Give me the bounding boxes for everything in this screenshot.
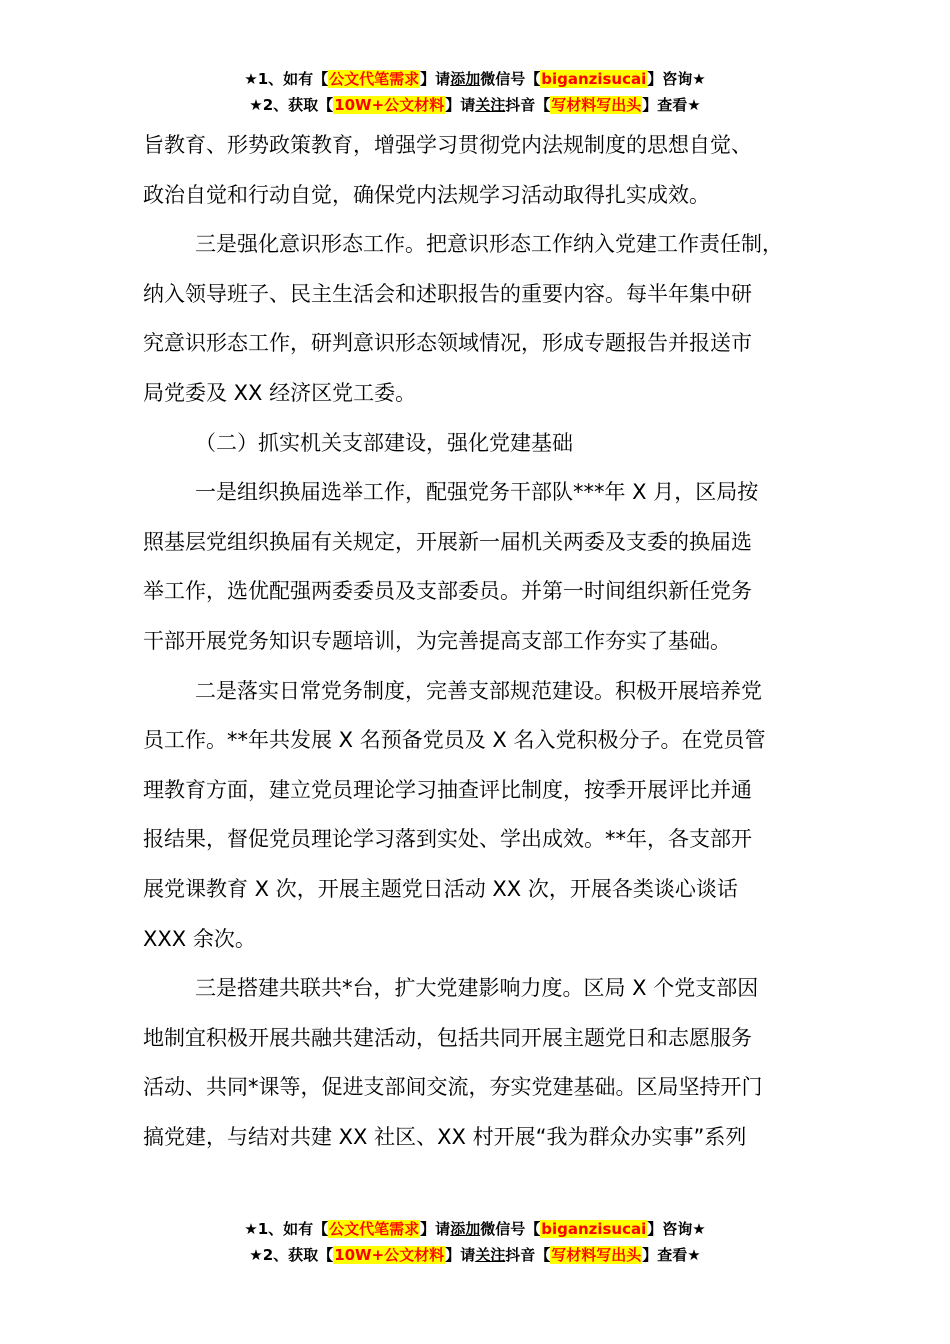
body-line: 旨教育、形势政策教育，增强学习贯彻党内法规制度的思想自觉、 [143,133,752,157]
body-line: 理教育方面，建立党员理论学习抽查评比制度，按季开展评比并通 [143,777,752,802]
body-line: 搞党建，与结对共建 XX 社区、XX 村开展“我为群众办实事”系列 [143,1124,747,1149]
banner-text: ★1、如有【 [244,70,329,88]
banner-line-2 [0,1242,950,1268]
body-line: 活动、共同*课等，促进支部间交流，夯实党建基础。区局坚持开门 [143,1075,763,1100]
section-heading: （二）抓实机关支部建设，强化党建基础 [195,430,573,455]
highlight-wechat-id: biganzisucai [541,70,647,88]
banner-line-2 [0,92,950,118]
body-line: 局党委及 XX 经济区党工委。 [143,380,417,405]
banner-text: 微信号【 [480,70,541,88]
banner-text: 】咨询★ [647,70,706,88]
highlight-wechat-id: biganzisucai [541,1220,647,1238]
body-line: 三是搭建共联共*台，扩大党建影响力度。区局 X 个党支部因 [195,976,759,1001]
highlight-douyin-account: 写材料写出头 [551,1246,642,1264]
highlight-materials: 10W+公文材料 [334,1246,445,1264]
header-banner [0,66,950,118]
body-line: 纳入领导班子、民主生活会和述职报告的重要内容。每半年集中研 [143,281,752,306]
body-line: XXX 余次。 [143,926,256,951]
banner-text: 】查看★ [642,96,701,114]
banner-text: 抖音【 [505,96,551,114]
body-line: 展党课教育 X 次，开展主题党日活动 XX 次，开展各类谈心谈话 [143,876,738,901]
banner-text: 】请 [420,1220,451,1238]
body-line: 举工作，选优配强两委委员及支部委员。并第一时间组织新任党务 [143,579,752,604]
body-line: 二是落实日常党务制度，完善支部规范建设。积极开展培养党 [195,678,762,703]
highlight-douyin-account: 写材料写出头 [551,96,642,114]
banner-text: 】请 [445,1246,476,1264]
body-line: 一是组织换届选举工作，配强党务干部队***年 X 月，区局按 [195,480,759,505]
banner-line-1 [0,66,950,92]
banner-text: 抖音【 [505,1246,551,1264]
banner-text: ★2、获取【 [249,1246,334,1264]
banner-emphasis: 关注 [475,96,506,114]
body-line: 干部开展党务知识专题培训，为完善提高支部工作夯实了基础。 [143,628,731,653]
banner-emphasis: 添加 [450,70,481,88]
document-body [143,121,818,1162]
body-line: 报结果，督促党员理论学习落到实处、学出成效。**年，各支部开 [143,827,752,852]
banner-text: 】请 [420,70,451,88]
banner-text: 】咨询★ [647,1220,706,1238]
banner-text: 微信号【 [480,1220,541,1238]
body-line: 政治自觉和行动自觉，确保党内法规学习活动取得扎实成效。 [143,182,710,207]
body-line: 照基层党组织换届有关规定，开展新一届机关两委及支委的换届选 [143,529,752,554]
banner-text: ★2、获取【 [249,96,334,114]
highlight-service-request: 公文代笔需求 [329,1220,420,1238]
body-line: 三是强化意识形态工作。把意识形态工作纳入党建工作责任制， [195,232,783,257]
banner-text: 】请 [445,96,476,114]
body-line: 地制宜积极开展共融共建活动，包括共同开展主题党日和志愿服务 [143,1025,752,1050]
banner-line-1 [0,1216,950,1242]
footer-banner [0,1216,950,1268]
body-line: 员工作。**年共发展 X 名预备党员及 X 名入党积极分子。在党员管 [143,728,766,753]
banner-emphasis: 关注 [475,1246,506,1264]
banner-text: ★1、如有【 [244,1220,329,1238]
banner-text: 】查看★ [642,1246,701,1264]
body-line: 究意识形态工作，研判意识形态领域情况，形成专题报告并报送市 [143,331,752,356]
banner-emphasis: 添加 [450,1220,481,1238]
highlight-service-request: 公文代笔需求 [329,70,420,88]
highlight-materials: 10W+公文材料 [334,96,445,114]
